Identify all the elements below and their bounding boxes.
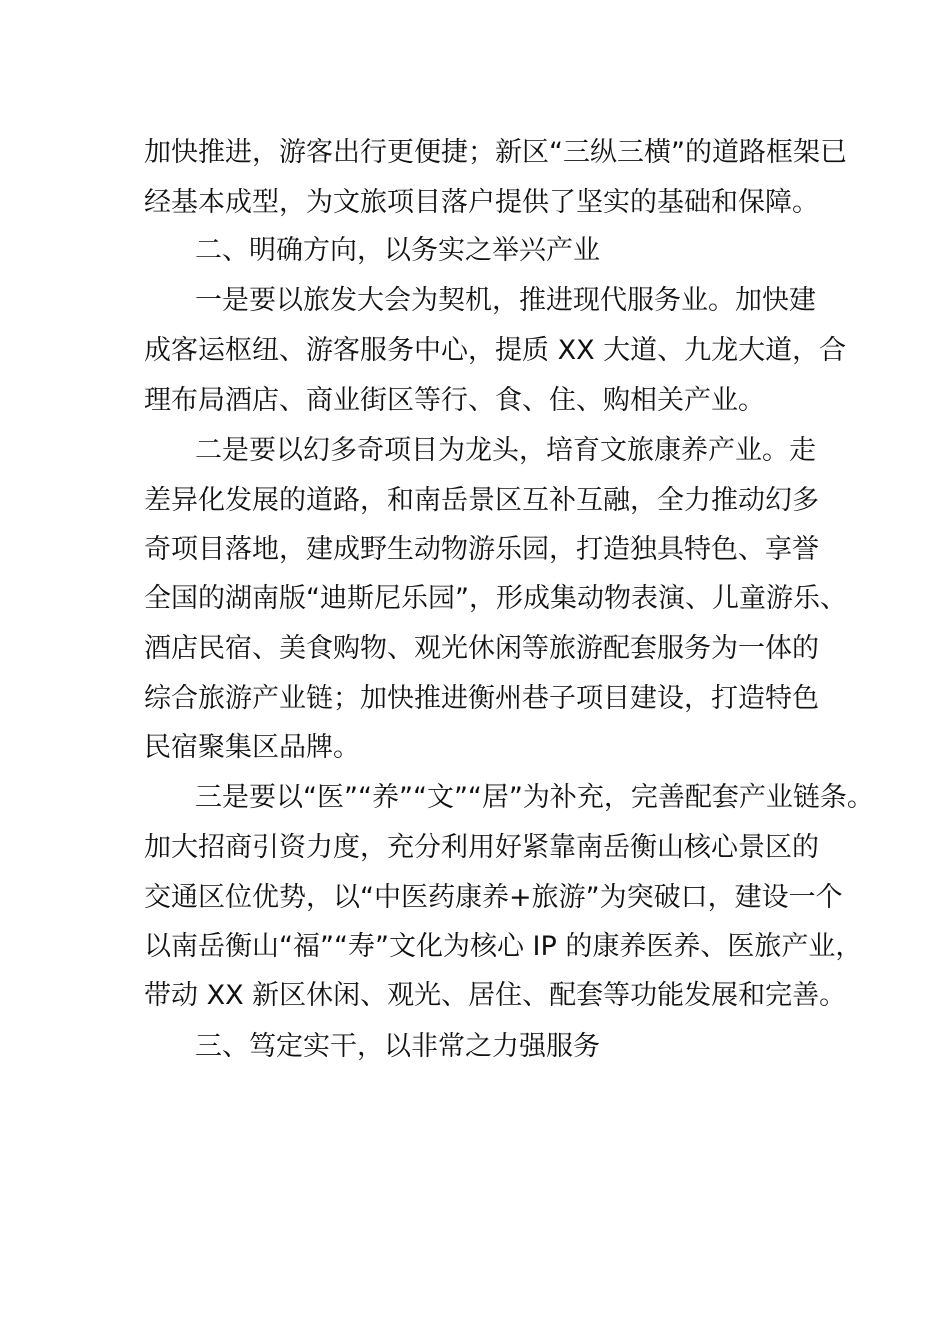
text-line-2: 经基本成型，为文旅项目落户提供了坚实的基础和保障。 <box>144 187 819 218</box>
text-line-16: 交通区位优势，以“中医药康养+旅游”为突破口，建设一个 <box>144 882 843 913</box>
text-line-6: 理布局酒店、商业街区等行、食、住、购相关产业。 <box>144 385 765 416</box>
text-line-5: 成客运枢纽、游客服务中心，提质 XX 大道、九龙大道，合 <box>144 335 847 366</box>
text-line-10: 全国的湖南版“迪斯尼乐园”，形成集动物表演、儿童游乐、 <box>144 583 847 614</box>
text-line-13: 民宿聚集区品牌。 <box>144 732 360 763</box>
text-line-11: 酒店民宿、美食购物、观光休闲等旅游配套服务为一体的 <box>144 633 819 664</box>
section-heading-2: 二、明确方向，以务实之举兴产业 <box>195 235 600 266</box>
text-line-18: 带动 XX 新区休闲、观光、居住、配套等功能发展和完善。 <box>144 980 847 1011</box>
text-line-7: 二是要以幻多奇项目为龙头，培育文旅康养产业。走 <box>195 435 816 466</box>
text-line-1: 加快推进，游客出行更便捷；新区“三纵三横”的道路框架已 <box>144 137 847 168</box>
text-line-17: 以南岳衡山“福”“寿”文化为核心 IP 的康养医养、医旅产业， <box>144 931 863 962</box>
text-line-12: 综合旅游产业链；加快推进衡州巷子项目建设，打造特色 <box>144 683 819 714</box>
text-line-15: 加大招商引资力度，充分利用好紧靠南岳衡山核心景区的 <box>144 832 819 863</box>
text-line-14: 三是要以“医”“养”“文”“居”为补充，完善配套产业链条。 <box>195 782 874 813</box>
section-heading-3: 三、笃定实干，以非常之力强服务 <box>195 1031 600 1062</box>
text-line-8: 差异化发展的道路，和南岳景区互补互融，全力推动幻多 <box>144 485 819 516</box>
text-line-4: 一是要以旅发大会为契机，推进现代服务业。加快建 <box>195 285 816 316</box>
text-line-9: 奇项目落地，建成野生动物游乐园，打造独具特色、享誉 <box>144 534 819 565</box>
